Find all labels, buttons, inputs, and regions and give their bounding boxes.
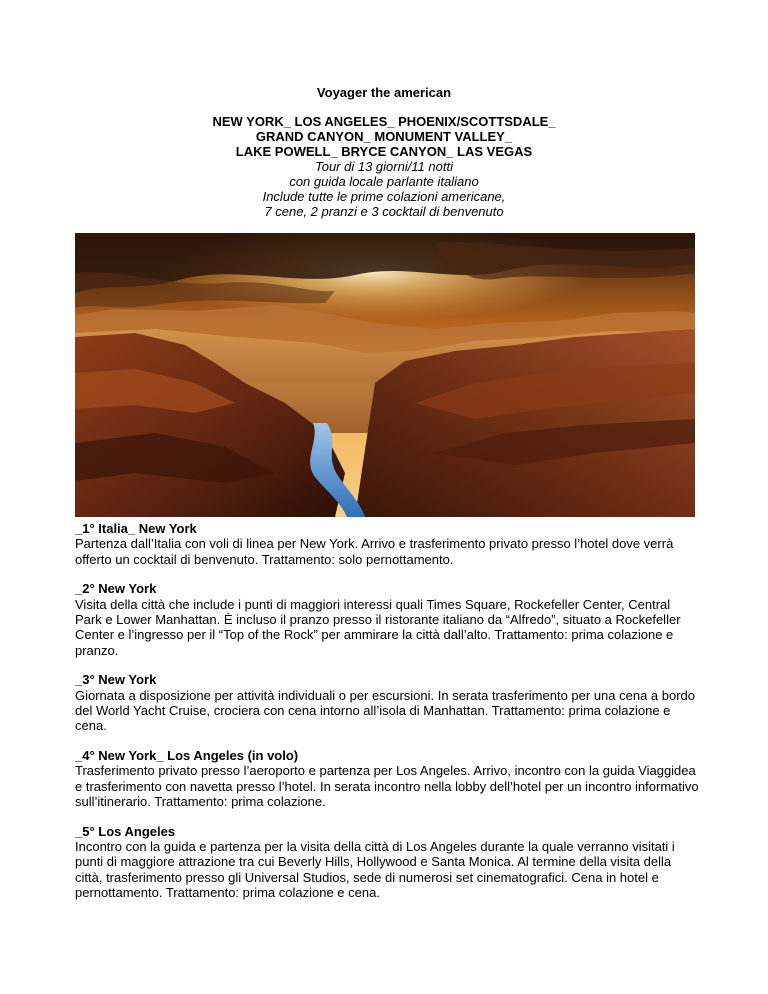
day-entry (75, 748, 700, 810)
day-description: Incontro con la guida e partenza per la visita della città di Los Angeles durante la quale verranno visitati i punti di maggiore attrazione tra cui Beverly Hills, Hollywood e Santa Monica. Al termine della visita della città, trasferimento presso gli Universal Studios, sede di numerosi set cinematografici. Cena in hotel e pernottamento. Trattamento: prima colazione e cena. (75, 838, 675, 901)
day-description: Giornata a disposizione per attività individuali o per escursioni. In serata trasferimento per una cena a bordo del World Yacht Cruise, crociera con cena intorno all’isola di Manhattan. Trattamento: prima colazione e cena. (75, 687, 696, 734)
day-entry (75, 521, 700, 567)
route-line: LAKE POWELL_ BRYCE CANYON_ LAS VEGAS (235, 144, 533, 159)
subtitle-line: Include tutte le prime colazioni americane, (262, 189, 506, 204)
day-title: _1° Italia_ New York (75, 521, 197, 536)
day-entry (75, 672, 700, 734)
subtitle-line: con guida locale parlante italiano (289, 174, 479, 189)
day-description: Trasferimento privato presso l’aeroporto e partenza per Los Angeles. Arrivo, incontro con la guida Viaggidea e trasferimento con navetta presso l’hotel. In serata incontro nella lobby dell’hotel per un incontro informativo sull’itinerario. Trattamento: prima colazione. (75, 763, 699, 810)
day-title: _3° New York (75, 672, 157, 688)
grand-canyon-photo (75, 233, 695, 517)
document-header (0, 85, 768, 219)
day-description: Visita della città che include i punti di maggiori interessi quali Times Square, Rockefeller Center, Central Park e Lower Manhattan. È incluso il pranzo presso il ristorante italiano da “Alfredo”, situato a Rockefeller Center e l’ingresso per il “Top of the Rock” per ammirare la città dall’alto. Trattamento: prima colazione e pranzo. (75, 596, 681, 658)
route-line: GRAND CANYON_ MONUMENT VALLEY_ (255, 129, 513, 144)
subtitle-line: 7 cene, 2 pranzi e 3 cocktail di benvenuto (264, 204, 504, 219)
route-line: NEW YORK_ LOS ANGELES_ PHOENIX/SCOTTSDALE_ (212, 114, 556, 129)
document-title: Voyager the american (316, 85, 452, 100)
day-title: _5° Los Angeles (75, 823, 176, 839)
day-title: _2° New York (75, 581, 157, 597)
subtitle-line: Tour di 13 giorni/11 notti (314, 159, 454, 174)
day-title: _4° New York_ Los Angeles (in volo) (75, 747, 299, 763)
day-entry (75, 581, 700, 658)
day-entry (75, 824, 700, 901)
itinerary (75, 521, 700, 915)
day-description: Partenza dall’Italia con voli di linea per New York. Arrivo e trasferimento privato presso l’hotel dove verrà offerto un cocktail di benvenuto. Trattamento: solo pernottamento. (75, 536, 674, 567)
